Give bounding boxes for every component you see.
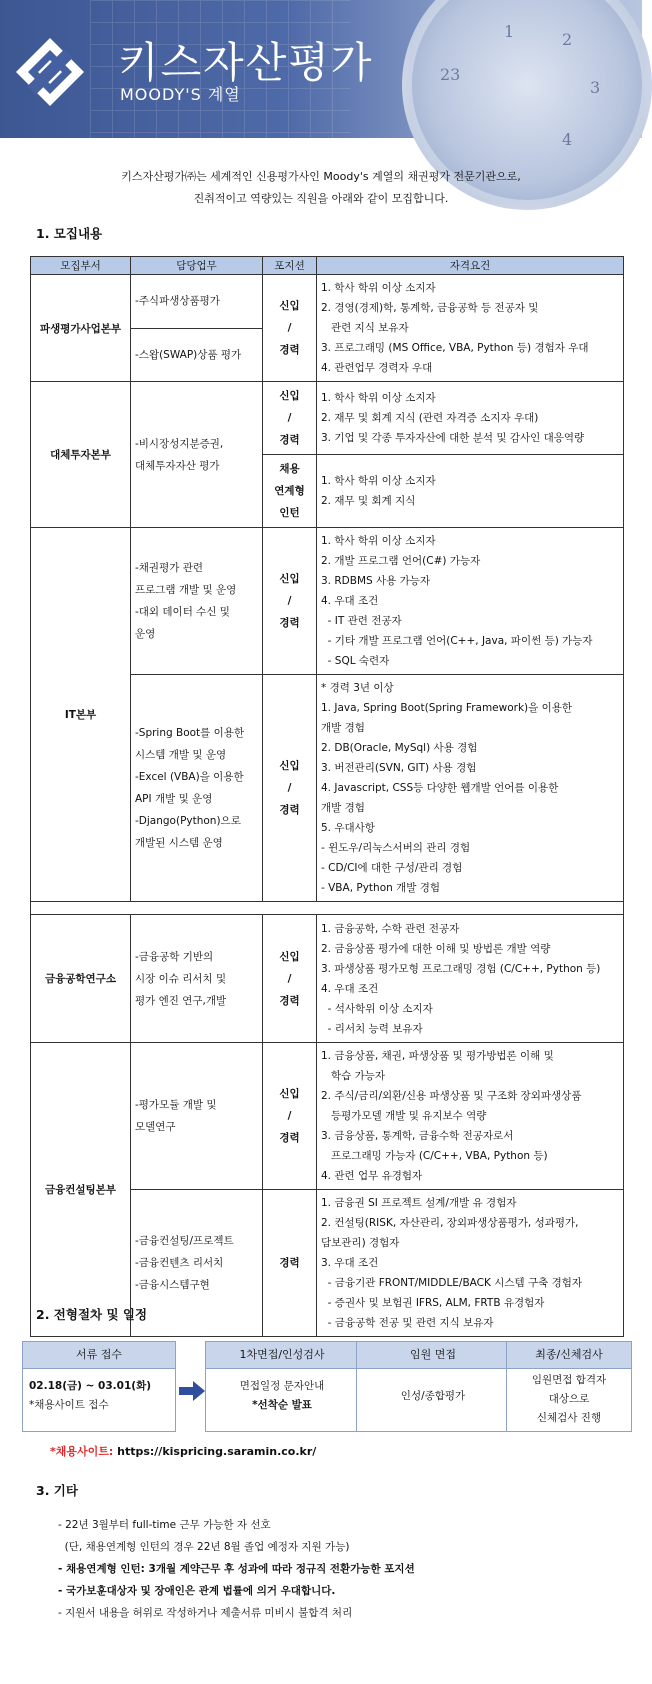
qual-line: 1. 학사 학위 이상 소지자 xyxy=(321,282,436,294)
position-text: 경력 xyxy=(279,617,300,629)
step-line: 인성/종합평가 xyxy=(400,1390,466,1402)
qual-line: - 증권사 및 보험권 IFRS, ALM, FRTB 유경험자 xyxy=(321,1297,545,1309)
position-cell xyxy=(263,275,317,382)
step-body xyxy=(507,1369,631,1436)
task-cell xyxy=(131,915,263,1043)
task-line: -채권평가 관련 xyxy=(135,562,203,574)
qual-line: 2. 재무 및 회계 지식 (관련 자격증 소지자 우대) xyxy=(321,412,539,424)
step-line: 신체검사 진행 xyxy=(536,1412,602,1424)
position-text: 신입 xyxy=(279,950,300,963)
process-flow xyxy=(22,1341,632,1431)
step-header: 임원 면접 xyxy=(357,1342,509,1369)
list-item: (단, 채용연계형 인턴의 경우 22년 8월 졸업 예정자 지원 가능) xyxy=(58,1541,350,1553)
task-cell xyxy=(131,528,263,675)
qual-line: 4. 관련 업무 유경험자 xyxy=(321,1170,423,1182)
qual-line: 프로그래밍 가능자 (C/C++, VBA, Python 등) xyxy=(321,1150,548,1162)
qual-line: 학습 가능자 xyxy=(321,1070,386,1082)
recruit-site xyxy=(50,1443,316,1459)
position-text: 신입 xyxy=(279,760,300,772)
task-line: 운영 xyxy=(135,628,156,640)
qualification-cell xyxy=(317,675,624,902)
step-body xyxy=(23,1369,175,1423)
site-url-link[interactable]: https://kispricing.saramin.co.kr/ xyxy=(113,1445,317,1458)
process-step-4 xyxy=(506,1341,632,1432)
position-text: / xyxy=(287,412,292,424)
qual-line: - SQL 숙련자 xyxy=(321,655,390,667)
list-item: - 채용연계형 인턴: 3개월 계약근무 후 성과에 따라 정규직 전환가능한 포지션 xyxy=(58,1563,415,1575)
qual-line: 1. Java, Spring Boot(Spring Framework)을 이용한 xyxy=(321,702,573,714)
section-title: 3. 기타 xyxy=(36,1483,78,1498)
qual-line: 4. Javascript, CSS등 다양한 웹개발 언어를 이용한 xyxy=(321,782,559,794)
dept-cell: IT본부 xyxy=(31,528,131,902)
position-text: 신입 xyxy=(279,1088,300,1100)
header-cell: 포지션 xyxy=(263,257,317,275)
qual-line: 3. 프로그래밍 (MS Office, VBA, Python 등) 경험자 우대 xyxy=(321,342,589,354)
position-text: 인턴 xyxy=(279,507,300,519)
section-title: 2. 전형절차 및 일정 xyxy=(36,1307,148,1322)
table-header-row xyxy=(31,257,624,275)
section-title: 1. 모집내용 xyxy=(36,226,103,241)
qual-line: - 리서치 능력 보유자 xyxy=(321,1022,423,1035)
qual-line: 1. 학사 학위 이상 소지자 xyxy=(321,535,436,547)
clock-number: 23 xyxy=(440,65,461,84)
step-line: 면접일정 문자안내 xyxy=(239,1380,325,1392)
task-line: 모델연구 xyxy=(135,1121,176,1133)
step-line: *채용사이트 접수 xyxy=(29,1399,109,1411)
position-text: 경력 xyxy=(279,1132,300,1144)
step-line: 임원면접 합격자 xyxy=(531,1374,607,1386)
qual-line: - 금융공학 전공 및 관련 지식 보유자 xyxy=(321,1317,494,1329)
process-step-2 xyxy=(205,1341,359,1432)
list-item: - 22년 3월부터 full-time 근무 가능한 자 선호 xyxy=(58,1519,271,1531)
task-cell xyxy=(131,1190,263,1337)
table-row xyxy=(31,1043,624,1190)
qual-line: 3. 파생상품 평가모형 프로그래밍 경험 (C/C++, Python 등) xyxy=(321,962,601,975)
qual-line: 3. 우대 조건 xyxy=(321,1257,379,1269)
qualification-cell xyxy=(317,382,624,455)
qual-line: 담보관리) 경험자 xyxy=(321,1237,400,1249)
qual-line: 2. 재무 및 회계 지식 xyxy=(321,495,416,507)
task-line: -평가모듈 개발 및 xyxy=(135,1099,217,1111)
table-row xyxy=(31,275,624,329)
qual-line: - 기타 개발 프로그램 언어(C++, Java, 파이썬 등) 가능자 xyxy=(321,635,593,647)
qual-line: - IT 관련 전공자 xyxy=(321,615,402,627)
task-cell: -주식파생상품평가 xyxy=(131,275,263,329)
qualification-cell xyxy=(317,1190,624,1337)
task-line: 평가 엔진 연구,개발 xyxy=(135,994,227,1007)
qualification-cell xyxy=(317,528,624,675)
qual-line: - VBA, Python 개발 경험 xyxy=(321,882,441,894)
qual-line: 2. 금융상품 평가에 대한 이해 및 방법론 개발 역량 xyxy=(321,942,551,955)
position-text: 신입 xyxy=(279,573,300,585)
qual-line: 3. 버전관리(SVN, GIT) 사용 경험 xyxy=(321,762,477,774)
position-text: / xyxy=(287,595,292,607)
position-text: / xyxy=(287,972,292,985)
clock-number: 1 xyxy=(504,22,515,41)
task-line: -Django(Python)으로 xyxy=(135,815,241,827)
clock-number: 3 xyxy=(590,78,601,97)
task-line: -금융컨텐츠 리서치 xyxy=(135,1257,224,1269)
position-text: 경력 xyxy=(279,434,300,446)
task-line: -비시장성지분증권, xyxy=(135,437,224,450)
task-line: 프로그램 개발 및 운영 xyxy=(135,584,237,596)
header-cell: 자격요건 xyxy=(317,257,624,275)
qual-line: 2. 개발 프로그램 언어(C#) 가능자 xyxy=(321,555,481,567)
position-text: / xyxy=(287,782,292,794)
brand-name: 키스자산평가 xyxy=(118,38,374,87)
qual-line: 4. 우대 조건 xyxy=(321,595,379,607)
position-text: / xyxy=(287,1110,292,1122)
step-body xyxy=(357,1369,509,1414)
position-text: 경력 xyxy=(279,994,300,1007)
site-label: *채용사이트: xyxy=(50,1445,114,1458)
table-row xyxy=(31,382,624,455)
position-cell xyxy=(263,915,317,1043)
qual-line: 2. 주식/금리/외환/신용 파생상품 및 구조화 장외파생상품 xyxy=(321,1090,582,1102)
qual-line: 1. 금융상품, 채권, 파생상품 및 평가방법론 이해 및 xyxy=(321,1050,554,1062)
qualification-cell xyxy=(317,1043,624,1190)
task-cell: -스왑(SWAP)상품 평가 xyxy=(131,328,263,382)
position-cell xyxy=(263,1043,317,1190)
task-line: 시장 이슈 리서치 및 xyxy=(135,972,227,985)
dept-cell: 파생평가사업본부 xyxy=(31,275,131,382)
step-line: 02.18(금) ~ 03.01(화) xyxy=(29,1380,152,1392)
qual-line: - 석사학위 이상 소지자 xyxy=(321,1002,433,1015)
task-line: 대체투자자산 평가 xyxy=(135,459,220,472)
qual-line: 4. 우대 조건 xyxy=(321,982,379,995)
position-text: 신입 xyxy=(279,390,300,402)
task-line: -Spring Boot를 이용한 xyxy=(135,727,245,739)
step-line: *선착순 발표 xyxy=(252,1399,312,1411)
company-logo-icon xyxy=(14,36,86,108)
task-line: -금융시스템구현 xyxy=(135,1279,210,1291)
process-step-1 xyxy=(22,1341,176,1432)
table-separator xyxy=(31,902,624,915)
position-cell xyxy=(263,455,317,528)
qual-line: 1. 학사 학위 이상 소지자 xyxy=(321,392,436,404)
task-line: -대외 데이터 수신 및 xyxy=(135,606,230,618)
qualification-cell xyxy=(317,275,624,382)
process-step-3 xyxy=(356,1341,510,1432)
intro-line: 진취적이고 역량있는 직원을 아래와 같이 모집합니다. xyxy=(193,192,449,205)
qual-line: 1. 금융권 SI 프로젝트 설계/개발 유 경험자 xyxy=(321,1197,517,1209)
qual-line: 1. 금융공학, 수학 관련 전공자 xyxy=(321,922,460,935)
task-line: 시스템 개발 및 운영 xyxy=(135,749,227,761)
position-text: 연계형 xyxy=(274,485,305,497)
intro-line: 키스자산평가㈜는 세계적인 신용평가사인 Moody's 계열의 채권평가 전문기관으로, xyxy=(121,170,521,183)
qualification-cell xyxy=(317,915,624,1043)
header-cell: 모집부서 xyxy=(31,257,131,275)
task-line: 개발된 시스템 운영 xyxy=(135,837,223,849)
task-line: -금융공학 기반의 xyxy=(135,950,214,963)
list-item: - 지원서 내용을 허위로 작성하거나 제출서류 미비시 불합격 처리 xyxy=(58,1607,353,1619)
qual-line: - 금융기관 FRONT/MIDDLE/BACK 시스템 구축 경험자 xyxy=(321,1277,583,1289)
position-text: 경력 xyxy=(279,344,300,356)
qual-line: 등평가모델 개발 및 유지보수 역량 xyxy=(321,1110,487,1122)
dept-cell: 대체투자본부 xyxy=(31,382,131,528)
clock-number: 2 xyxy=(562,30,573,49)
qual-line: 관련 지식 보유자 xyxy=(321,322,409,334)
qual-line: 2. 컨설팅(RISK, 자산관리, 장외파생상품평가, 성과평가, xyxy=(321,1217,579,1229)
qual-line: 4. 관련업무 경력자 우대 xyxy=(321,362,433,374)
task-line: -Excel (VBA)을 이용한 xyxy=(135,771,244,783)
qual-line: 5. 우대사항 xyxy=(321,822,375,834)
step-header: 최종/신체검사 xyxy=(507,1342,631,1369)
clock-number: 4 xyxy=(562,130,573,149)
qual-line: 3. 금융상품, 통계학, 금융수학 전공자로서 xyxy=(321,1130,514,1142)
position-cell xyxy=(263,675,317,902)
recruitment-table xyxy=(30,256,624,1337)
task-line: API 개발 및 운영 xyxy=(135,793,213,805)
dept-cell: 금융컨설팅본부 xyxy=(31,1043,131,1337)
task-cell xyxy=(131,1043,263,1190)
task-cell xyxy=(131,675,263,902)
position-text: 신입 xyxy=(279,300,300,312)
step-header: 1차면접/인성검사 xyxy=(206,1342,358,1369)
position-text: 경력 xyxy=(279,804,300,816)
header-cell: 담당업무 xyxy=(131,257,263,275)
intro-text xyxy=(0,166,642,210)
task-line: -금융컨설팅/프로젝트 xyxy=(135,1235,234,1247)
brand-subtitle: MOODY'S 계열 xyxy=(120,85,241,104)
etc-list xyxy=(58,1514,415,1624)
header-banner xyxy=(0,0,642,149)
task-cell xyxy=(131,382,263,528)
list-item: - 국가보훈대상자 및 장애인은 관계 법률에 의거 우대합니다. xyxy=(58,1585,336,1597)
qual-line: 3. RDBMS 사용 가능자 xyxy=(321,575,431,587)
qual-line: 2. DB(Oracle, MySql) 사용 경험 xyxy=(321,742,478,754)
qualification-cell xyxy=(317,455,624,528)
qual-line: 3. 기업 및 각종 투자자산에 대한 분석 및 감사인 대응역량 xyxy=(321,432,585,444)
qual-line: 개발 경험 xyxy=(321,722,365,734)
position-cell xyxy=(263,528,317,675)
position-cell xyxy=(263,382,317,455)
table-row xyxy=(31,528,624,675)
qual-line: * 경력 3년 이상 xyxy=(321,682,394,694)
table-row xyxy=(31,915,624,1043)
position-cell: 경력 xyxy=(263,1190,317,1337)
position-text: / xyxy=(287,322,292,334)
qual-line: 2. 경영(경제)학, 통계학, 금융공학 등 전공자 및 xyxy=(321,302,539,314)
qual-line: 1. 학사 학위 이상 소지자 xyxy=(321,475,436,487)
step-header: 서류 접수 xyxy=(23,1342,175,1369)
step-line: 대상으로 xyxy=(548,1393,590,1405)
dept-cell: 금융공학연구소 xyxy=(31,915,131,1043)
step-body xyxy=(206,1369,358,1423)
position-text: 채용 xyxy=(279,463,300,475)
qual-line: - 윈도우/리눅스서버의 관리 경험 xyxy=(321,842,471,854)
qual-line: - CD/CI에 대한 구성/관리 경험 xyxy=(321,862,463,874)
qual-line: 개발 경험 xyxy=(321,802,365,814)
